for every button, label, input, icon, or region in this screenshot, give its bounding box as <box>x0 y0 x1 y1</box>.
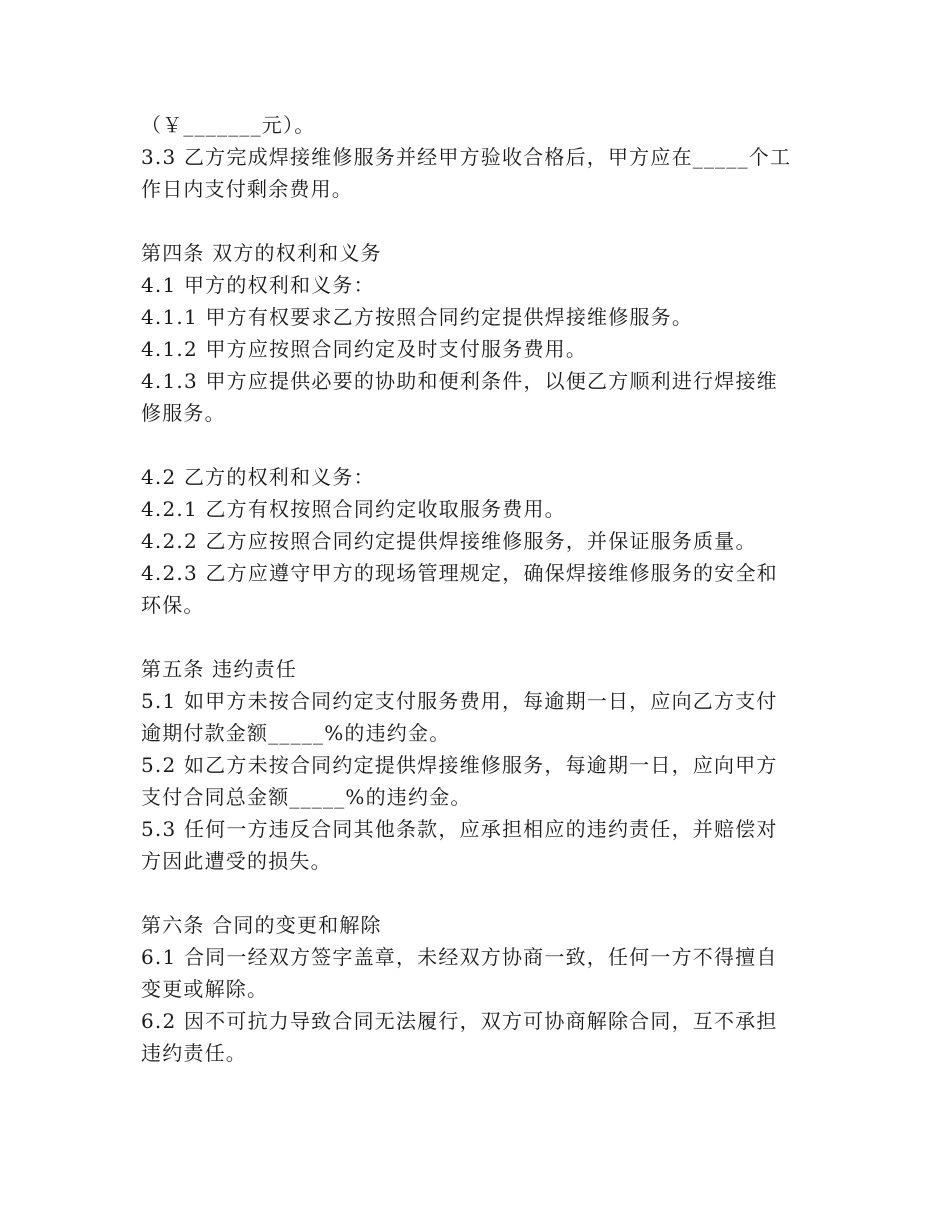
paragraph-gap <box>141 621 821 653</box>
clause-5-2-line-1: 5.2 如乙方未按合同约定提供焊接维修服务，每逾期一日，应向甲方 <box>141 753 778 777</box>
clause-5-3-line-1: 5.3 任何一方违反合同其他条款，应承担相应的违约责任，并赔偿对 <box>141 817 778 841</box>
paragraph-gap <box>141 429 821 461</box>
clause-5-1-line-2: 逾期付款金额_____%的违约金。 <box>141 721 451 745</box>
clause-6-1-line-1: 6.1 合同一经双方签字盖章，未经双方协商一致，任何一方不得擅自 <box>141 945 778 969</box>
clause-4-1-3-line-2: 修服务。 <box>141 401 226 425</box>
article-6-heading: 第六条 合同的变更和解除 <box>141 913 382 937</box>
clause-4-1-3-line-1: 4.1.3 甲方应提供必要的协助和便利条件，以便乙方顺利进行焊接维 <box>141 369 778 393</box>
clause-6-1-line-2: 变更或解除。 <box>141 977 269 1001</box>
clause-5-3-line-2: 方因此遭受的损失。 <box>141 849 332 873</box>
clause-5-2-line-2: 支付合同总金额_____%的违约金。 <box>141 785 472 809</box>
clause-6-2-line-2: 违约责任。 <box>141 1041 247 1065</box>
clause-4-2-1: 4.2.1 乙方有权按照合同约定收取服务费用。 <box>141 497 566 521</box>
text-line: （￥_______元）。 <box>141 113 316 137</box>
clause-5-1-line-1: 5.1 如甲方未按合同约定支付服务费用，每逾期一日，应向乙方支付 <box>141 689 778 713</box>
document-body <box>141 109 821 1069</box>
clause-6-2-line-1: 6.2 因不可抗力导致合同无法履行，双方可协商解除合同，互不承担 <box>141 1009 778 1033</box>
clause-4-1: 4.1 甲方的权利和义务： <box>141 273 375 297</box>
clause-3-3-line-1: 3.3 乙方完成焊接维修服务并经甲方验收合格后，甲方应在_____个工 <box>141 145 792 169</box>
clause-4-2-3-line-1: 4.2.3 乙方应遵守甲方的现场管理规定，确保焊接维修服务的安全和 <box>141 561 778 585</box>
article-5-heading: 第五条 违约责任 <box>141 657 297 681</box>
paragraph-gap <box>141 205 821 237</box>
clause-4-2-3-line-2: 环保。 <box>141 593 205 617</box>
clause-4-2: 4.2 乙方的权利和义务： <box>141 465 375 489</box>
clause-4-2-2: 4.2.2 乙方应按照合同约定提供焊接维修服务，并保证服务质量。 <box>141 529 757 553</box>
paragraph-gap <box>141 877 821 909</box>
article-4-heading: 第四条 双方的权利和义务 <box>141 241 382 265</box>
clause-4-1-1: 4.1.1 甲方有权要求乙方按照合同约定提供焊接维修服务。 <box>141 305 694 329</box>
clause-4-1-2: 4.1.2 甲方应按照合同约定及时支付服务费用。 <box>141 337 588 361</box>
clause-3-3-line-2: 作日内支付剩余费用。 <box>141 177 353 201</box>
